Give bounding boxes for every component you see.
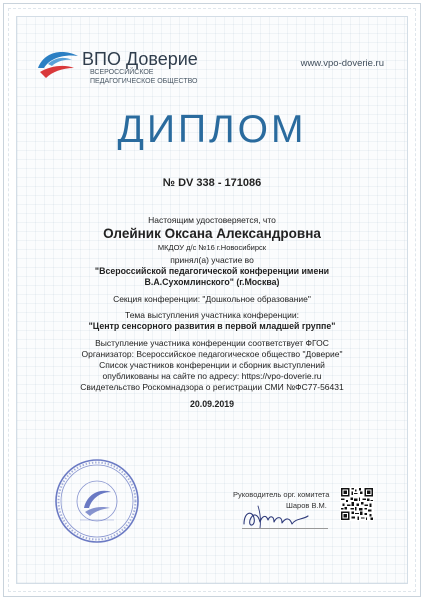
institution-text: МКДОУ д/с №16 г.Новосибирск — [157, 243, 267, 252]
signature-line — [242, 528, 328, 529]
diploma-number: № DV 338 - 171086 — [162, 177, 262, 189]
compliance-line1: Выступление участника конференции соответствует ФГОС — [95, 338, 329, 348]
website-link[interactable]: www.vpo-doverie.ru — [300, 58, 384, 69]
diploma-title: ДИПЛОМ — [117, 108, 307, 151]
compliance-line2: Организатор: Всероссийское педагогическое общество "Доверие" — [81, 349, 343, 359]
event-name-line1: "Всероссийской педагогической конференции имени — [94, 266, 330, 276]
compliance-line3: Список участников конференции и сборник выступлений — [99, 360, 325, 370]
event-name-line2: В.А.Сухомлинского" (г.Москва) — [144, 277, 280, 287]
org-name: ВПО Доверие — [82, 49, 198, 69]
qr-code-icon[interactable] — [340, 487, 374, 521]
issue-date: 20.09.2019 — [189, 399, 235, 409]
section-text: Секция конференции: "Дошкольное образование" — [113, 294, 311, 304]
participated-text: принял(а) участие во — [170, 255, 254, 265]
certifies-text: Настоящим удостоверяется, что — [148, 215, 276, 225]
recipient-name: Олейник Оксана Александровна — [103, 226, 321, 241]
org-subtitle: ВСЕРОССИЙСКОЕ ПЕДАГОГИЧЕСКОЕ ОБЩЕСТВО — [90, 69, 198, 85]
head-of-committee-label: Руководитель орг. комитета — [233, 490, 330, 499]
organization-seal-icon — [54, 458, 140, 544]
vpo-logo-icon — [34, 46, 80, 80]
head-of-committee-name: Шаров В.М. — [286, 501, 327, 510]
topic-label: Тема выступления участника конференции: — [124, 310, 299, 320]
topic-text: "Центр сенсорного развития в первой младшей группе" — [88, 321, 336, 331]
compliance-line4: опубликованы на сайте по адресу: https://vpo-doverie.ru — [102, 371, 322, 381]
compliance-line5: Свидетельство Роскомнадзора о регистрации СМИ №ФС77-56431 — [80, 382, 344, 392]
